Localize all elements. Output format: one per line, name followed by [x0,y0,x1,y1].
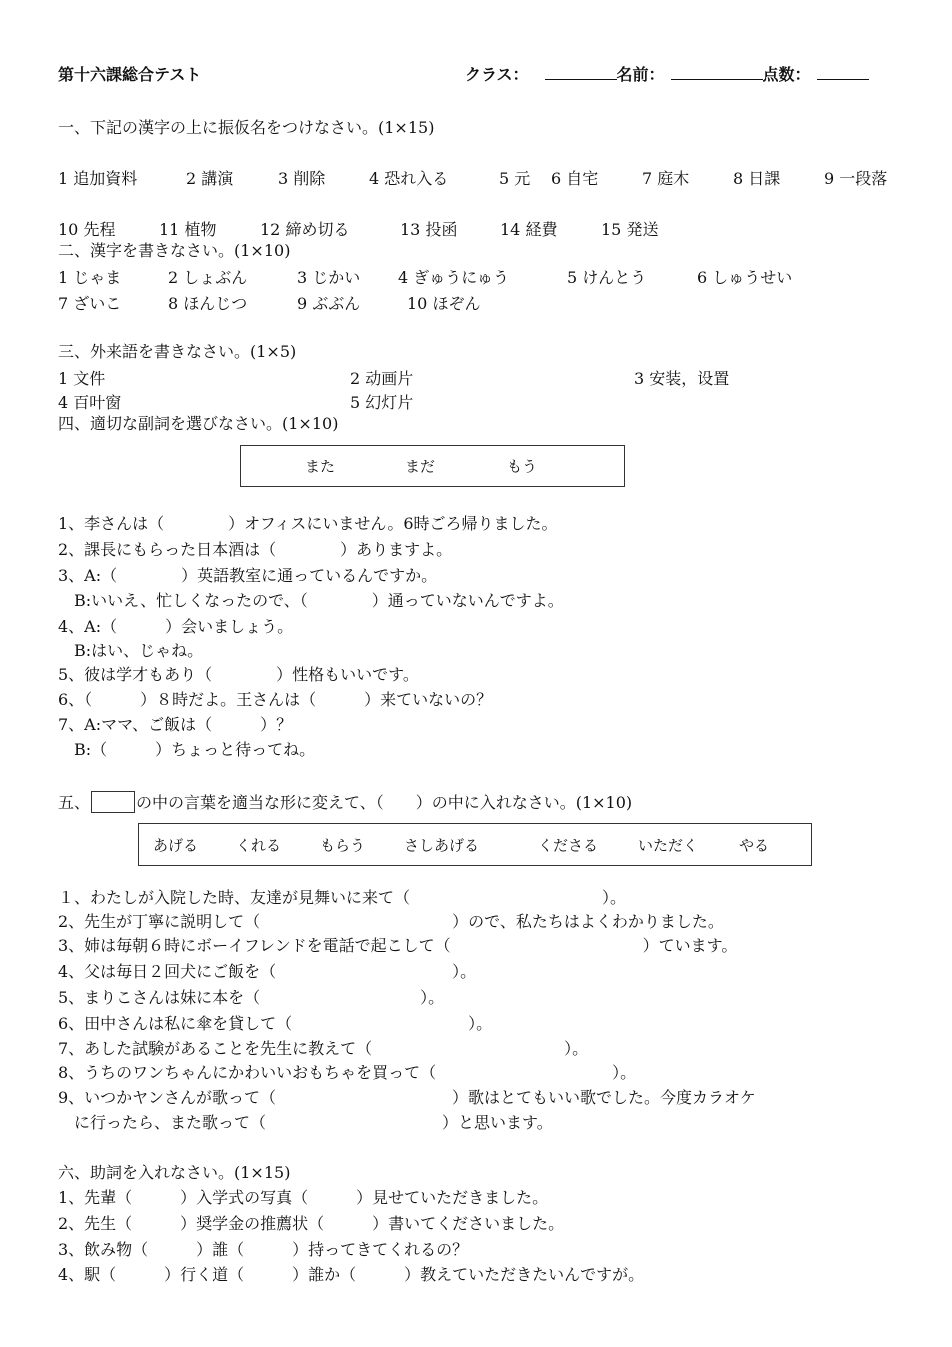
list-item: 15 発送 [601,220,659,239]
word-bank-item: もらう [320,836,366,854]
section-3-heading: 三、外来語を書きなさい。(1×5) [58,342,297,361]
page-title: 第十六課総合テスト [58,65,202,84]
header-fields [465,62,869,85]
list-item: 2 しょぶん [168,268,248,287]
question-line: 7、あした試験があることを先生に教えて（ ）。 [58,1039,589,1058]
list-item: 5 幻灯片 [350,393,414,412]
word-bank-item: いただく [638,836,699,854]
section-1-heading: 一、下記の漢字の上に振仮名をつけなさい。(1×15) [58,118,435,137]
list-item: 2 講演 [186,169,234,188]
word-bank-item: また [305,457,336,476]
list-item: 13 投函 [400,220,458,239]
list-item: 3 安装，设置 [634,369,730,388]
list-item: 2 动画片 [350,369,414,388]
question-line: 2、先生（ ）奨学金の推薦状（ ）書いてくださいました。 [58,1214,565,1233]
question-line: B:はい、じゃね。 [58,641,204,660]
question-line: 7、A:ママ、ご飯は（ ）？ [58,715,293,734]
class-blank[interactable] [545,62,617,80]
list-item: 7 庭木 [642,169,690,188]
list-item: 11 植物 [159,220,217,239]
name-label: 名前： [616,65,665,84]
word-bank-item: くれる [236,836,282,854]
list-item: 14 経費 [500,220,558,239]
list-item: 1 文件 [58,369,106,388]
list-item: 5 元 [499,169,531,188]
question-line: 5、まりこさんは妹に本を（ ）。 [58,988,445,1007]
list-item: 12 締め切る [260,220,350,239]
list-item: 8 日課 [733,169,781,188]
question-line: 8、うちのワンちゃんにかわいいおもちゃを買って（ ）。 [58,1063,637,1082]
list-item: 4 百叶窗 [58,393,122,412]
list-item: 9 ぶぶん [297,294,361,313]
word-bank-box [138,823,812,866]
question-line: B:（ ）ちょっと待ってね。 [58,740,316,759]
list-item: 1 じゃま [58,268,122,287]
list-item: 10 先程 [58,220,116,239]
question-line: 4、A:（ ）会いましょう。 [58,617,294,636]
score-label: 点数： [762,65,811,84]
list-item: 6 自宅 [551,169,599,188]
question-line: B:いいえ、忙しくなったので、（ ）通っていないんですよ。 [58,591,564,610]
list-item: 4 恐れ入る [369,169,449,188]
question-line: 1、李さんは（ ）オフィスにいません。6時ごろ帰りました。 [58,514,558,533]
section-5-heading-suffix: の中の言葉を適当な形に変えて、（ ）の中に入れなさい。(1×10) [136,793,633,812]
question-line: 5、彼は学才もあり（ ）性格もいいです。 [58,665,419,684]
list-item: 10 ほぞん [407,294,481,313]
list-item: 3 削除 [278,169,326,188]
word-bank-item: くださる [538,836,599,854]
inline-box-marker [91,791,135,813]
list-item: 9 一段落 [824,169,888,188]
question-line: 4、父は毎日２回犬にご飯を（ ）。 [58,962,477,981]
word-bank-item: もう [507,457,538,476]
question-line: 1、先輩（ ）入学式の写真（ ）見せていただきました。 [58,1188,549,1207]
section-5-heading [58,791,632,813]
question-line: 2、課長にもらった日本酒は（ ）ありますよ。 [58,540,453,559]
question-line: 6、田中さんは私に傘を貸して（ ）。 [58,1014,493,1033]
list-item: 8 ほんじつ [168,294,248,313]
section-4-heading: 四、適切な副詞を選びなさい。(1×10) [58,414,339,433]
name-blank[interactable] [671,62,763,80]
section-2-heading: 二、漢字を書きなさい。(1×10) [58,241,291,260]
section-6-heading: 六、助詞を入れなさい。(1×15) [58,1163,291,1182]
section-5-heading-prefix: 五、 [58,793,91,812]
word-bank-item: あげる [153,836,199,854]
word-bank-item: まだ [405,457,436,476]
question-line: 6、（ ）８時だよ。王さんは（ ）来ていないの？ [58,690,493,709]
word-bank-item: さしあげる [404,836,480,854]
score-blank[interactable] [817,62,869,80]
question-line: 9、いつかヤンさんが歌って（ ）歌はとてもいい歌でした。今度カラオケ [58,1088,756,1107]
list-item: 7 ざいこ [58,294,122,313]
list-item: 1 追加資料 [58,169,138,188]
list-item: 5 けんとう [567,268,647,287]
list-item: 3 じかい [297,268,361,287]
word-bank-box [240,445,625,487]
word-bank-item: やる [739,836,770,854]
question-line: 3、姉は毎朝６時にボーイフレンドを電話で起こして（ ）ています。 [58,936,738,955]
question-line: に行ったら、また歌って（ ）と思います。 [58,1113,553,1132]
list-item: 4 ぎゅうにゅう [398,268,509,287]
question-line: 2、先生が丁寧に説明して（ ）ので、私たちはよくわかりました。 [58,912,724,931]
question-line: １、わたしが入院した時、友達が見舞いに来て（ ）。 [58,888,627,907]
question-line: 4、駅（ ）行く道（ ）誰か（ ）教えていただきたいんですが。 [58,1265,645,1284]
question-line: 3、A:（ ）英語教室に通っているんですか。 [58,566,438,585]
list-item: 6 しゅうせい [697,268,793,287]
class-label: クラス： [465,65,529,84]
question-line: 3、飲み物（ ）誰（ ）持ってきてくれるの？ [58,1240,469,1259]
